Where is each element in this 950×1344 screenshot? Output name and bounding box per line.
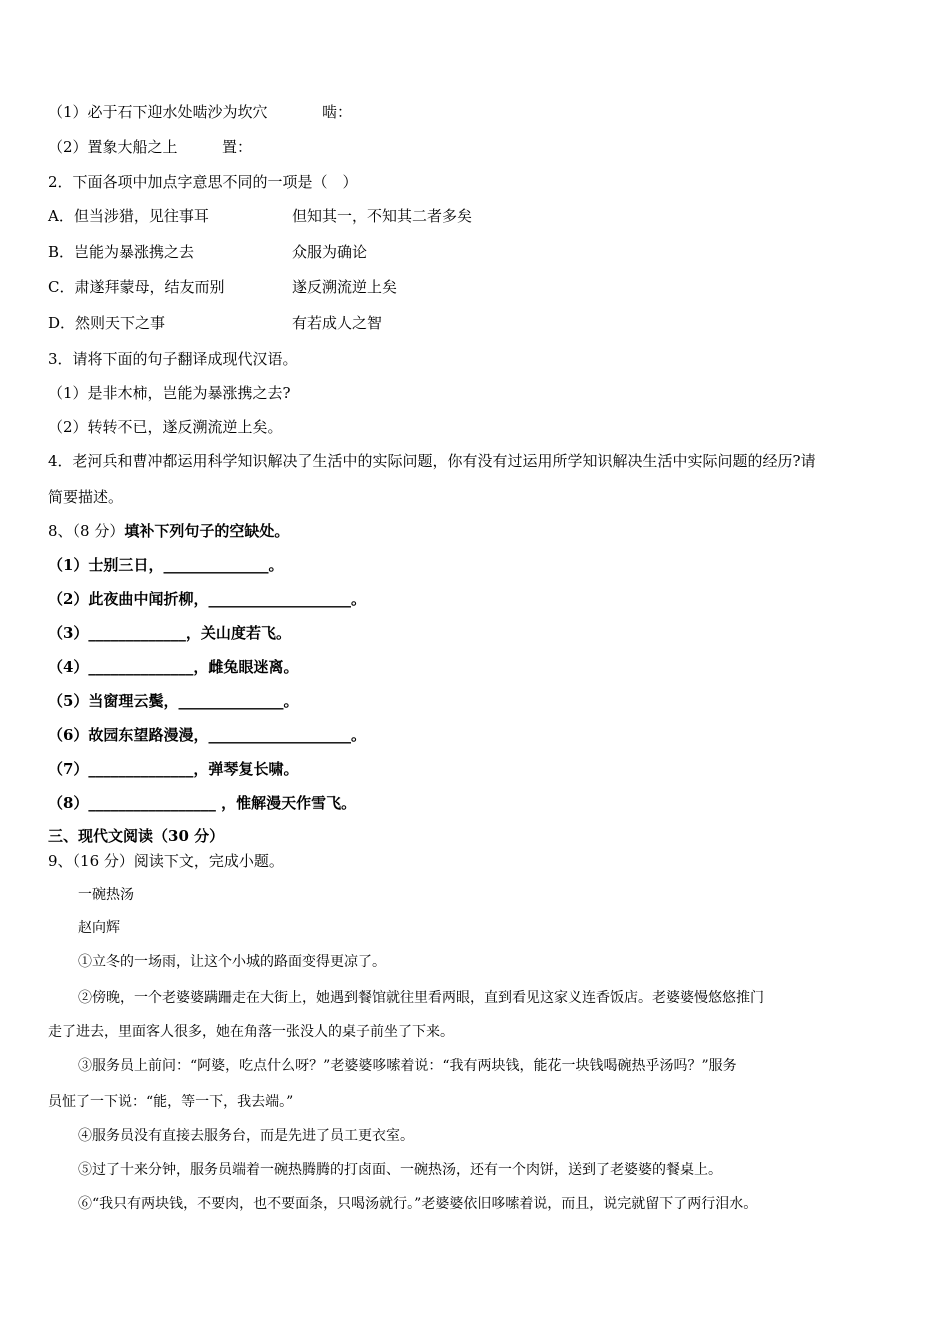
passage-paragraph-2-line-1: ②傍晚，一个老婆婆蹒跚走在大街上，她遇到餐馆就往里看两眼，直到看见这家义连香饭店。老婆婆慢悠悠推门 <box>78 990 764 1006</box>
q4-line-2: 简要描述。 <box>48 488 124 506</box>
q2-option-b <box>48 242 368 262</box>
q2-option-c-right: 遂反溯流逆上矣 <box>292 278 398 296</box>
q1-item-1 <box>48 102 353 122</box>
section3-heading: 三、现代文阅读（30 分） <box>48 827 225 845</box>
q1-item-2 <box>48 137 253 157</box>
q8-item-3: （3）_____________，关山度若飞。 <box>48 624 291 642</box>
q2-option-b-left: B．岂能为暴涨携之去 <box>48 243 195 261</box>
q1-item-2-text: （2）置象大船之上 <box>48 138 178 156</box>
q3-item-1: （1）是非木柿，岂能为暴涨携之去? <box>48 384 291 402</box>
passage-author: 赵向辉 <box>78 920 120 936</box>
passage-paragraph-3-line-1: ③服务员上前问：“阿婆，吃点什么呀？”老婆婆哆嗦着说：“我有两块钱，能花一块钱喝碗热乎汤吗？”服务 <box>78 1058 737 1074</box>
passage-paragraph-5: ⑤过了十来分钟，服务员端着一碗热腾腾的打卤面、一碗热汤，还有一个肉饼，送到了老婆婆的餐桌上。 <box>78 1162 722 1178</box>
q3-prompt: 3．请将下面的句子翻译成现代汉语。 <box>48 350 298 368</box>
q4-line-1: 4．老河兵和曹冲都运用科学知识解决了生活中的实际问题，你有没有过运用所学知识解决生活中实际问题的经历?请 <box>48 452 816 470</box>
q8-item-1: （1）士别三日，______________。 <box>48 556 284 574</box>
q9-prompt: 9、（16 分）阅读下文，完成小题。 <box>48 852 284 870</box>
passage-paragraph-1: ①立冬的一场雨，让这个小城的路面变得更凉了。 <box>78 954 386 970</box>
passage-paragraph-4: ④服务员没有直接去服务台，而是先进了员工更衣室。 <box>78 1128 414 1144</box>
q2-option-a-right: 但知其一，不知其二者多矣 <box>292 207 473 225</box>
q2-option-d <box>48 313 383 333</box>
q1-item-2-word: 置： <box>222 138 253 156</box>
q2-option-b-right: 众服为确论 <box>292 243 368 261</box>
q8-item-5: （5）当窗理云鬓，______________。 <box>48 692 299 710</box>
q2-option-d-left: D．然则天下之事 <box>48 314 166 332</box>
q8-item-4: （4）______________，雌兔眼迷离。 <box>48 658 299 676</box>
q1-item-1-text: （1）必于石下迎水处啮沙为坎穴 <box>48 103 268 121</box>
q2-option-a <box>48 206 473 226</box>
q8-item-8: （8）_________________ ，惟解漫天作雪飞。 <box>48 794 357 812</box>
q8-item-6: （6）故园东望路漫漫，___________________。 <box>48 726 366 744</box>
q2-option-c-left: C．肃遂拜蒙母，结友而别 <box>48 278 225 296</box>
passage-paragraph-2-line-2: 走了进去，里面客人很多，她在角落一张没人的桌子前坐了下来。 <box>48 1024 454 1040</box>
q8-item-7: （7）______________，弹琴复长啸。 <box>48 760 299 778</box>
passage-paragraph-3-line-2: 员怔了一下说：“能，等一下，我去端。” <box>48 1094 294 1110</box>
q8-item-2: （2）此夜曲中闻折柳，___________________。 <box>48 590 366 608</box>
q2-prompt: 2．下面各项中加点字意思不同的一项是（ ） <box>48 173 358 191</box>
passage-paragraph-6: ⑥“我只有两块钱，不要肉，也不要面条，只喝汤就行。”老婆婆依旧哆嗦着说，而且，说完就留下了两行泪水。 <box>78 1196 758 1212</box>
q2-option-d-right: 有若成人之智 <box>292 314 383 332</box>
passage-title: 一碗热汤 <box>78 887 134 903</box>
q1-item-1-word: 啮： <box>322 103 353 121</box>
q2-option-c <box>48 277 398 297</box>
q3-item-2: （2）转转不已，遂反溯流逆上矣。 <box>48 418 283 436</box>
q8-prompt: 填补下列句子的空缺处。 <box>124 522 290 540</box>
q8-heading <box>48 521 289 541</box>
q2-option-a-left: A．但当涉猎，见往事耳 <box>48 207 209 225</box>
q8-number: 8、（8 分） <box>48 522 125 540</box>
